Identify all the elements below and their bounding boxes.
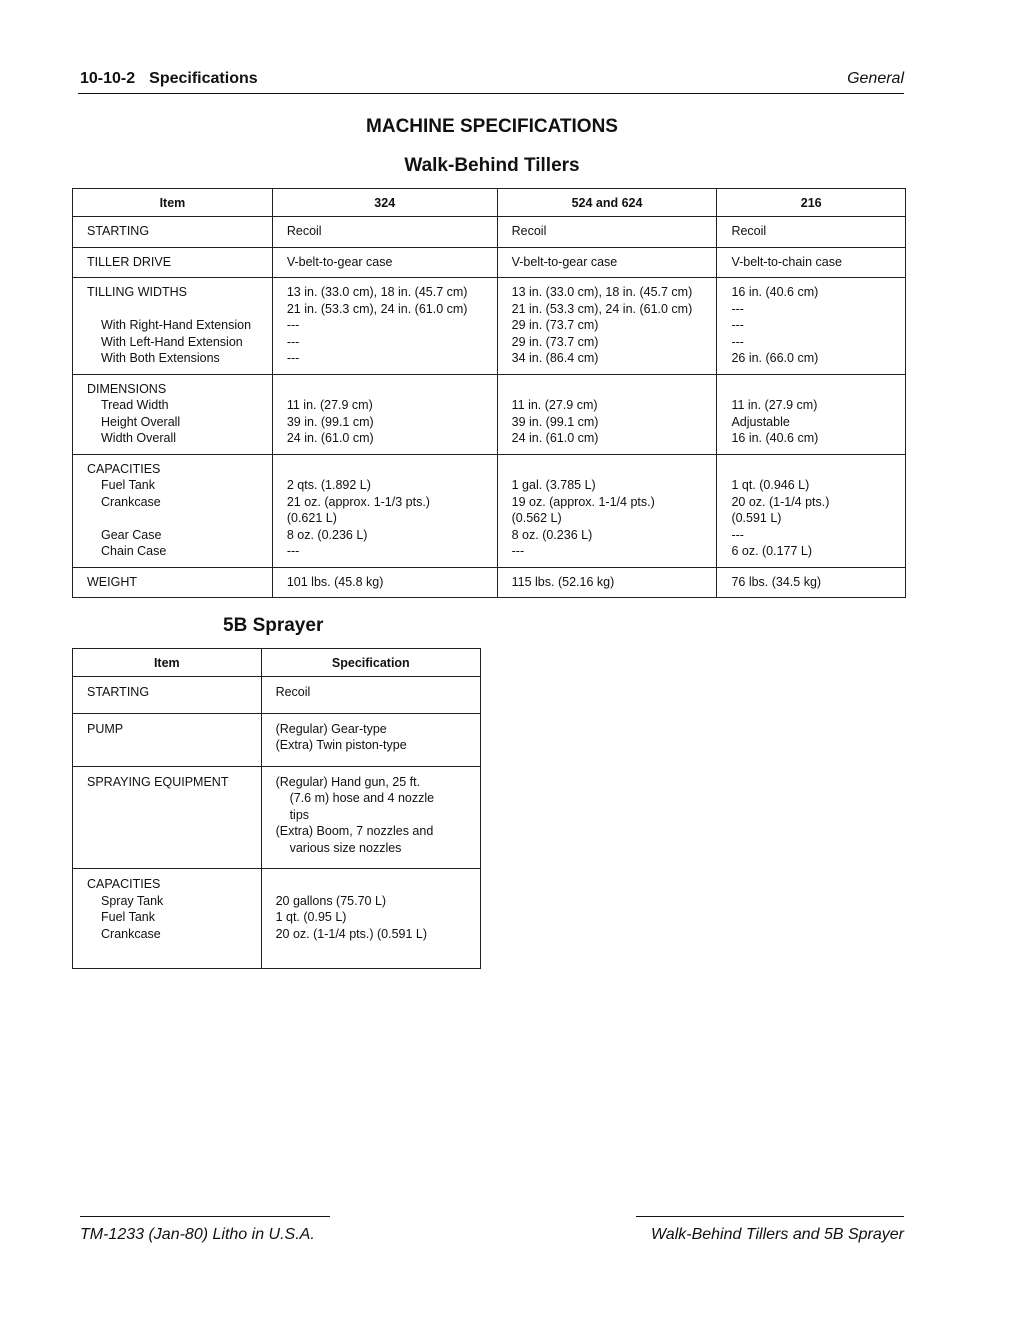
cell-line: Crankcase (101, 494, 161, 509)
table-cell (272, 217, 497, 248)
column-header: 524 and 624 (497, 189, 717, 217)
cell-line: Spray Tank (101, 893, 164, 908)
cell-line (287, 381, 497, 398)
cell-line (287, 461, 497, 478)
cell-line: Adjustable (731, 414, 790, 429)
cell-line: 16 in. (40.6 cm) (731, 285, 819, 299)
cell-line: With Both Extensions (101, 351, 220, 365)
column-header: 216 (717, 189, 906, 217)
cell-line: --- (286, 351, 300, 365)
table-cell (717, 217, 906, 248)
cell-line: 76 lbs. (34.5 kg) (731, 574, 822, 589)
table-cell (497, 217, 717, 248)
cell-line: Gear Case (101, 527, 162, 542)
cell-line: V-belt-to-gear case (511, 254, 618, 269)
table-row (73, 677, 481, 714)
table-cell (717, 247, 906, 278)
table-cell (73, 869, 262, 969)
tillers-header-row (73, 189, 906, 217)
table-row (73, 278, 906, 375)
cell-line: 26 in. (66.0 cm) (731, 351, 819, 365)
cell-line: 20 oz. (1-1/4 pts.) (731, 494, 830, 509)
cell-line: --- (286, 318, 300, 332)
table-cell (497, 454, 717, 567)
table-cell (73, 247, 273, 278)
cell-line: (0.621 L) (286, 511, 337, 525)
cell-line: 11 in. (27.9 cm) (511, 398, 598, 412)
cell-line: 6 oz. (0.177 L) (731, 544, 813, 558)
page-header-right: General (847, 70, 904, 87)
cell-line: Recoil (286, 224, 322, 238)
cell-line (512, 461, 717, 478)
table-cell (73, 454, 273, 567)
cell-line: 1 qt. (0.95 L) (275, 910, 347, 924)
table-cell (272, 278, 497, 375)
sprayer-title: 5B Sprayer (223, 615, 324, 636)
footer-rule-left (80, 1216, 330, 1217)
table-cell (73, 278, 273, 375)
cell-line: --- (731, 318, 744, 332)
cell-line: --- (731, 334, 744, 349)
cell-line: various size nozzles (289, 840, 402, 855)
table-row (73, 374, 906, 454)
cell-line: 24 in. (61.0 cm) (511, 431, 599, 445)
cell-line: STARTING (87, 224, 150, 238)
cell-line: 101 lbs. (45.8 kg) (286, 574, 384, 589)
cell-line: 1 qt. (0.946 L) (731, 478, 810, 492)
table-row (73, 766, 481, 869)
table-cell (261, 677, 480, 714)
table-cell (272, 454, 497, 567)
cell-line: WEIGHT (87, 574, 137, 589)
table-cell (73, 217, 273, 248)
cell-line: DIMENSIONS (87, 381, 167, 396)
cell-line: 39 in. (99.1 cm) (511, 414, 599, 429)
page-header-left (80, 70, 258, 88)
main-title: MACHINE SPECIFICATIONS (366, 116, 618, 137)
cell-line: --- (731, 527, 744, 542)
table-row (73, 567, 906, 598)
cell-line: (0.562 L) (511, 511, 562, 525)
cell-line: TILLER DRIVE (87, 254, 172, 269)
table-cell (73, 567, 273, 598)
cell-line: 21 oz. (approx. 1-1/3 pts.) (286, 494, 430, 509)
header-rule (78, 93, 904, 94)
cell-line: 1 gal. (3.785 L) (511, 478, 596, 492)
table-cell (272, 374, 497, 454)
cell-line: --- (511, 544, 525, 558)
cell-line: 39 in. (99.1 cm) (286, 414, 374, 429)
table-cell (261, 766, 480, 869)
cell-line (87, 510, 272, 527)
table-row (73, 247, 906, 278)
cell-line: 11 in. (27.9 cm) (286, 398, 373, 412)
cell-line: PUMP (87, 721, 124, 736)
cell-line: 16 in. (40.6 cm) (731, 431, 819, 445)
cell-line (87, 301, 272, 318)
cell-line: Fuel Tank (101, 910, 155, 924)
table-row (73, 454, 906, 567)
cell-line: 115 lbs. (52.16 kg) (511, 574, 615, 589)
footer-left: TM-1233 (Jan-80) Litho in U.S.A. (80, 1226, 315, 1243)
table-cell (272, 247, 497, 278)
table-cell (717, 567, 906, 598)
cell-line: V-belt-to-chain case (731, 254, 842, 269)
cell-line (276, 876, 480, 893)
cell-line: Recoil (511, 224, 547, 238)
cell-line: Height Overall (101, 414, 181, 429)
cell-line: (Regular) Gear-type (275, 721, 387, 736)
cell-line (512, 381, 717, 398)
table-cell (497, 374, 717, 454)
tillers-title: Walk-Behind Tillers (404, 155, 580, 176)
cell-line (731, 381, 905, 398)
cell-line: SPRAYING EQUIPMENT (87, 774, 229, 789)
cell-line: 2 qts. (1.892 L) (286, 478, 371, 492)
cell-line: CAPACITIES (87, 877, 161, 891)
cell-line: 20 oz. (1-1/4 pts.) (0.591 L) (275, 926, 428, 941)
cell-line: 24 in. (61.0 cm) (286, 431, 374, 445)
cell-line: 21 in. (53.3 cm), 24 in. (61.0 cm) (286, 301, 468, 316)
cell-line: (Extra) Twin piston-type (275, 738, 407, 752)
cell-line: STARTING (87, 685, 150, 699)
section-title: Specifications (149, 70, 258, 87)
footer-right: Walk-Behind Tillers and 5B Sprayer (650, 1226, 904, 1243)
cell-line: 13 in. (33.0 cm), 18 in. (45.7 cm) (511, 285, 693, 299)
cell-line: --- (286, 334, 300, 349)
table-row (73, 869, 481, 969)
column-header: 324 (272, 189, 497, 217)
cell-line: (Extra) Boom, 7 nozzles and (275, 824, 434, 838)
cell-line: 29 in. (73.7 cm) (511, 334, 599, 349)
table-cell (261, 713, 480, 766)
cell-line: V-belt-to-gear case (286, 254, 393, 269)
cell-line: (7.6 m) hose and 4 nozzle (289, 791, 435, 805)
column-header: Specification (261, 649, 480, 677)
table-cell (497, 567, 717, 598)
cell-line: Fuel Tank (101, 478, 155, 492)
section-number: 10-10-2 (80, 70, 136, 87)
cell-line: TILLING WIDTHS (87, 285, 188, 299)
cell-line: (Regular) Hand gun, 25 ft. (275, 774, 421, 789)
cell-line: Recoil (275, 685, 311, 699)
sprayer-spec-table (72, 648, 481, 969)
tillers-spec-table (72, 188, 906, 598)
cell-line: With Right-Hand Extension (101, 318, 252, 332)
cell-line: Tread Width (101, 398, 169, 412)
table-cell (272, 567, 497, 598)
table-cell (717, 374, 906, 454)
table-cell (717, 278, 906, 375)
footer-rule-right (636, 1216, 904, 1217)
cell-line: Chain Case (101, 544, 167, 558)
cell-line: --- (286, 544, 300, 558)
cell-line: CAPACITIES (87, 461, 161, 476)
column-header: Item (73, 649, 262, 677)
cell-line: 29 in. (73.7 cm) (511, 318, 599, 332)
cell-line: 19 oz. (approx. 1-1/4 pts.) (511, 494, 655, 509)
table-cell (73, 766, 262, 869)
cell-line (731, 461, 905, 478)
table-row (73, 217, 906, 248)
sprayer-header-row (73, 649, 481, 677)
table-row (73, 713, 481, 766)
cell-line: (0.591 L) (731, 511, 782, 525)
cell-line: 8 oz. (0.236 L) (286, 527, 368, 542)
table-cell (73, 374, 273, 454)
cell-line: With Left-Hand Extension (101, 334, 243, 349)
cell-line: --- (731, 301, 744, 316)
cell-line: Width Overall (101, 431, 177, 445)
table-cell (73, 713, 262, 766)
cell-line: Crankcase (101, 926, 161, 941)
table-cell (717, 454, 906, 567)
table-cell (261, 869, 480, 969)
column-header: Item (73, 189, 273, 217)
cell-line: tips (289, 807, 310, 822)
table-cell (497, 278, 717, 375)
table-cell (73, 677, 262, 714)
cell-line: 34 in. (86.4 cm) (511, 351, 599, 365)
cell-line: 8 oz. (0.236 L) (511, 527, 593, 542)
cell-line: 11 in. (27.9 cm) (731, 398, 818, 412)
cell-line: 21 in. (53.3 cm), 24 in. (61.0 cm) (511, 301, 693, 316)
table-cell (497, 247, 717, 278)
cell-line: Recoil (731, 224, 767, 238)
cell-line: 13 in. (33.0 cm), 18 in. (45.7 cm) (286, 285, 468, 299)
cell-line: 20 gallons (75.70 L) (275, 893, 387, 908)
